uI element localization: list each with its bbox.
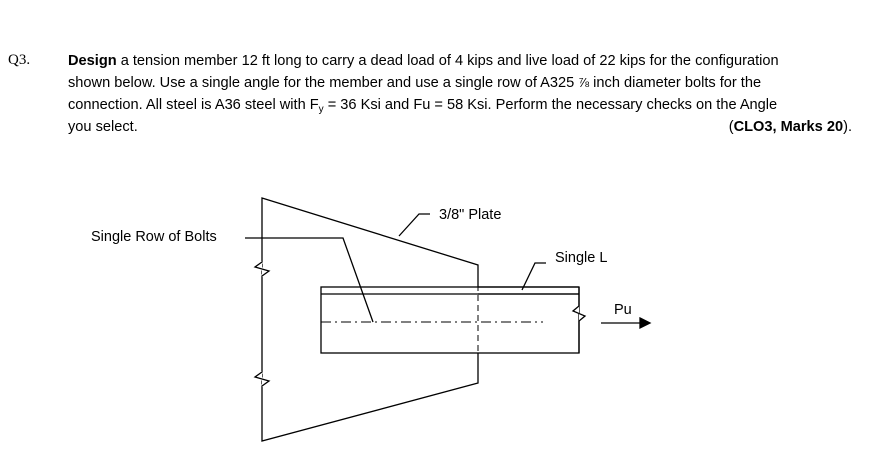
load-arrow-head [640, 318, 650, 328]
angle-leader [522, 263, 546, 290]
line3-a: connection. All steel is A36 steel with F [68, 97, 319, 113]
design-keyword: Design [68, 53, 117, 69]
marks-label: (CLO3, Marks 20). [728, 119, 852, 135]
line2-a: shown below. Use a single angle for the member and use a single row of A325 [68, 75, 579, 91]
plate-leader [399, 214, 430, 236]
fy-subscript: y [318, 104, 324, 115]
plate-label: 3/8" Plate [439, 207, 502, 223]
question-number: Q3. [8, 52, 31, 68]
angle-label: Single L [555, 250, 608, 266]
bolt-diameter-fraction: ⅞ [578, 75, 590, 90]
line4-left: you select. [68, 119, 138, 135]
load-label: Pu [614, 302, 632, 318]
angle-member [321, 287, 579, 353]
line2-b: inch diameter bolts for the [589, 75, 762, 91]
line1-rest: a tension member 12 ft long to carry a dead load of 4 kips and live load of 22 kips for the configuration [116, 53, 779, 69]
line3-b: = 36 Ksi and Fu = 58 Ksi. Perform the necessary checks on the Angle [323, 97, 778, 113]
bolts-label: Single Row of Bolts [91, 229, 217, 245]
